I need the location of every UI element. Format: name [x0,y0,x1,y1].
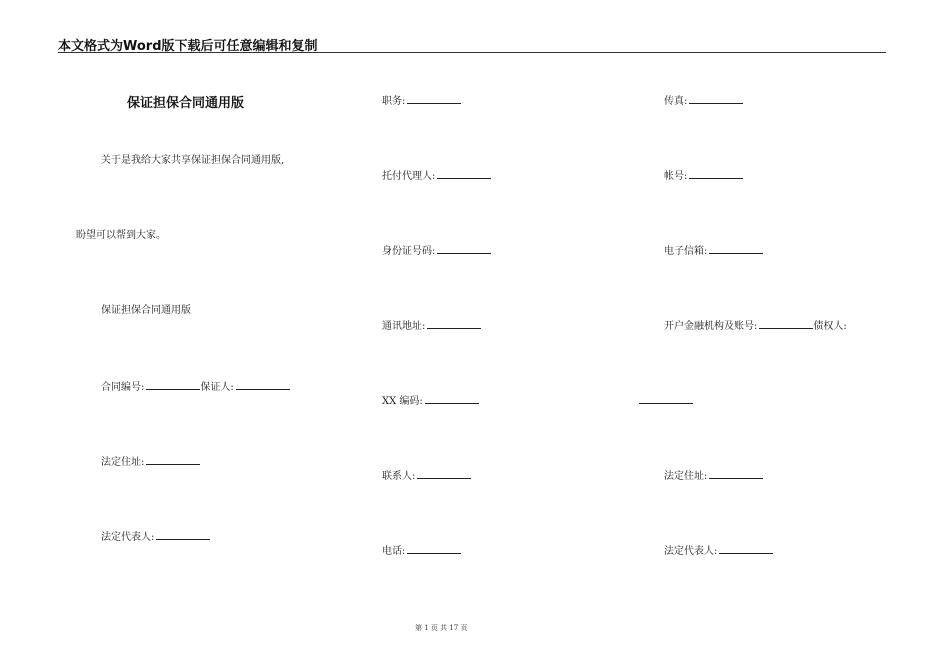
position-row [382,94,461,108]
agent-label: 托付代理人: [382,171,436,182]
fax-row [664,94,743,108]
guarantor-blank [236,380,290,390]
legal-address-blank [146,455,200,465]
bank-blank [759,319,813,329]
account-blank [689,169,743,179]
agent-row [382,169,491,183]
postcode-blank [425,394,479,404]
phone-blank [407,544,461,554]
document-header: 本文格式为Word版下载后可任意编辑和复制 [58,39,318,54]
address-label: 通讯地址: [382,321,426,332]
contact-label: 联系人: [382,471,416,482]
creditor-blank [639,403,693,404]
intro-line-1: 关于是我给大家共享保证担保合同通用版, [101,155,285,166]
bank-label: 开户金融机构及账号: [664,321,758,332]
intro-line-2: 盼望可以帮到大家。 [76,230,166,241]
email-label: 电子信箱: [664,246,708,257]
legal-rep-row [101,530,210,544]
creditor-label: 债权人: [813,321,847,332]
creditor-address-blank [709,469,763,479]
postcode-label: XX 编码: [382,396,423,407]
email-blank [709,244,763,254]
legal-rep-label: 法定代表人: [101,532,155,543]
creditor-rep-label: 法定代表人: [664,546,718,557]
contract-no-blank [146,380,200,390]
address-row [382,319,481,333]
legal-address-row [101,455,200,469]
contract-no-label: 合同编号: [101,382,145,393]
contract-no-row [101,380,290,394]
fax-label: 传真: [664,96,688,107]
contact-row [382,469,471,483]
postcode-row [382,394,479,408]
phone-label: 电话: [382,546,406,557]
agent-blank [437,169,491,179]
account-row [664,169,743,183]
contract-subtitle: 保证担保合同通用版 [101,305,191,316]
id-blank [437,244,491,254]
id-label: 身份证号码: [382,246,436,257]
phone-row [382,544,461,558]
creditor-address-label: 法定住址: [664,471,708,482]
document-title: 保证担保合同通用版 [127,96,245,111]
creditor-rep-row [664,544,773,558]
page-footer: 第 1 页 共 17 页 [415,624,468,632]
creditor-address-row [664,469,763,483]
bank-row [664,319,847,333]
id-row [382,244,491,258]
creditor-rep-blank [719,544,773,554]
legal-address-label: 法定住址: [101,457,145,468]
contact-blank [417,469,471,479]
position-blank [407,94,461,104]
account-label: 帐号: [664,171,688,182]
email-row [664,244,763,258]
header-rule [58,52,886,53]
position-label: 职务: [382,96,406,107]
fax-blank [689,94,743,104]
address-blank [427,319,481,329]
guarantor-label: 保证人: [200,382,234,393]
legal-rep-blank [156,530,210,540]
